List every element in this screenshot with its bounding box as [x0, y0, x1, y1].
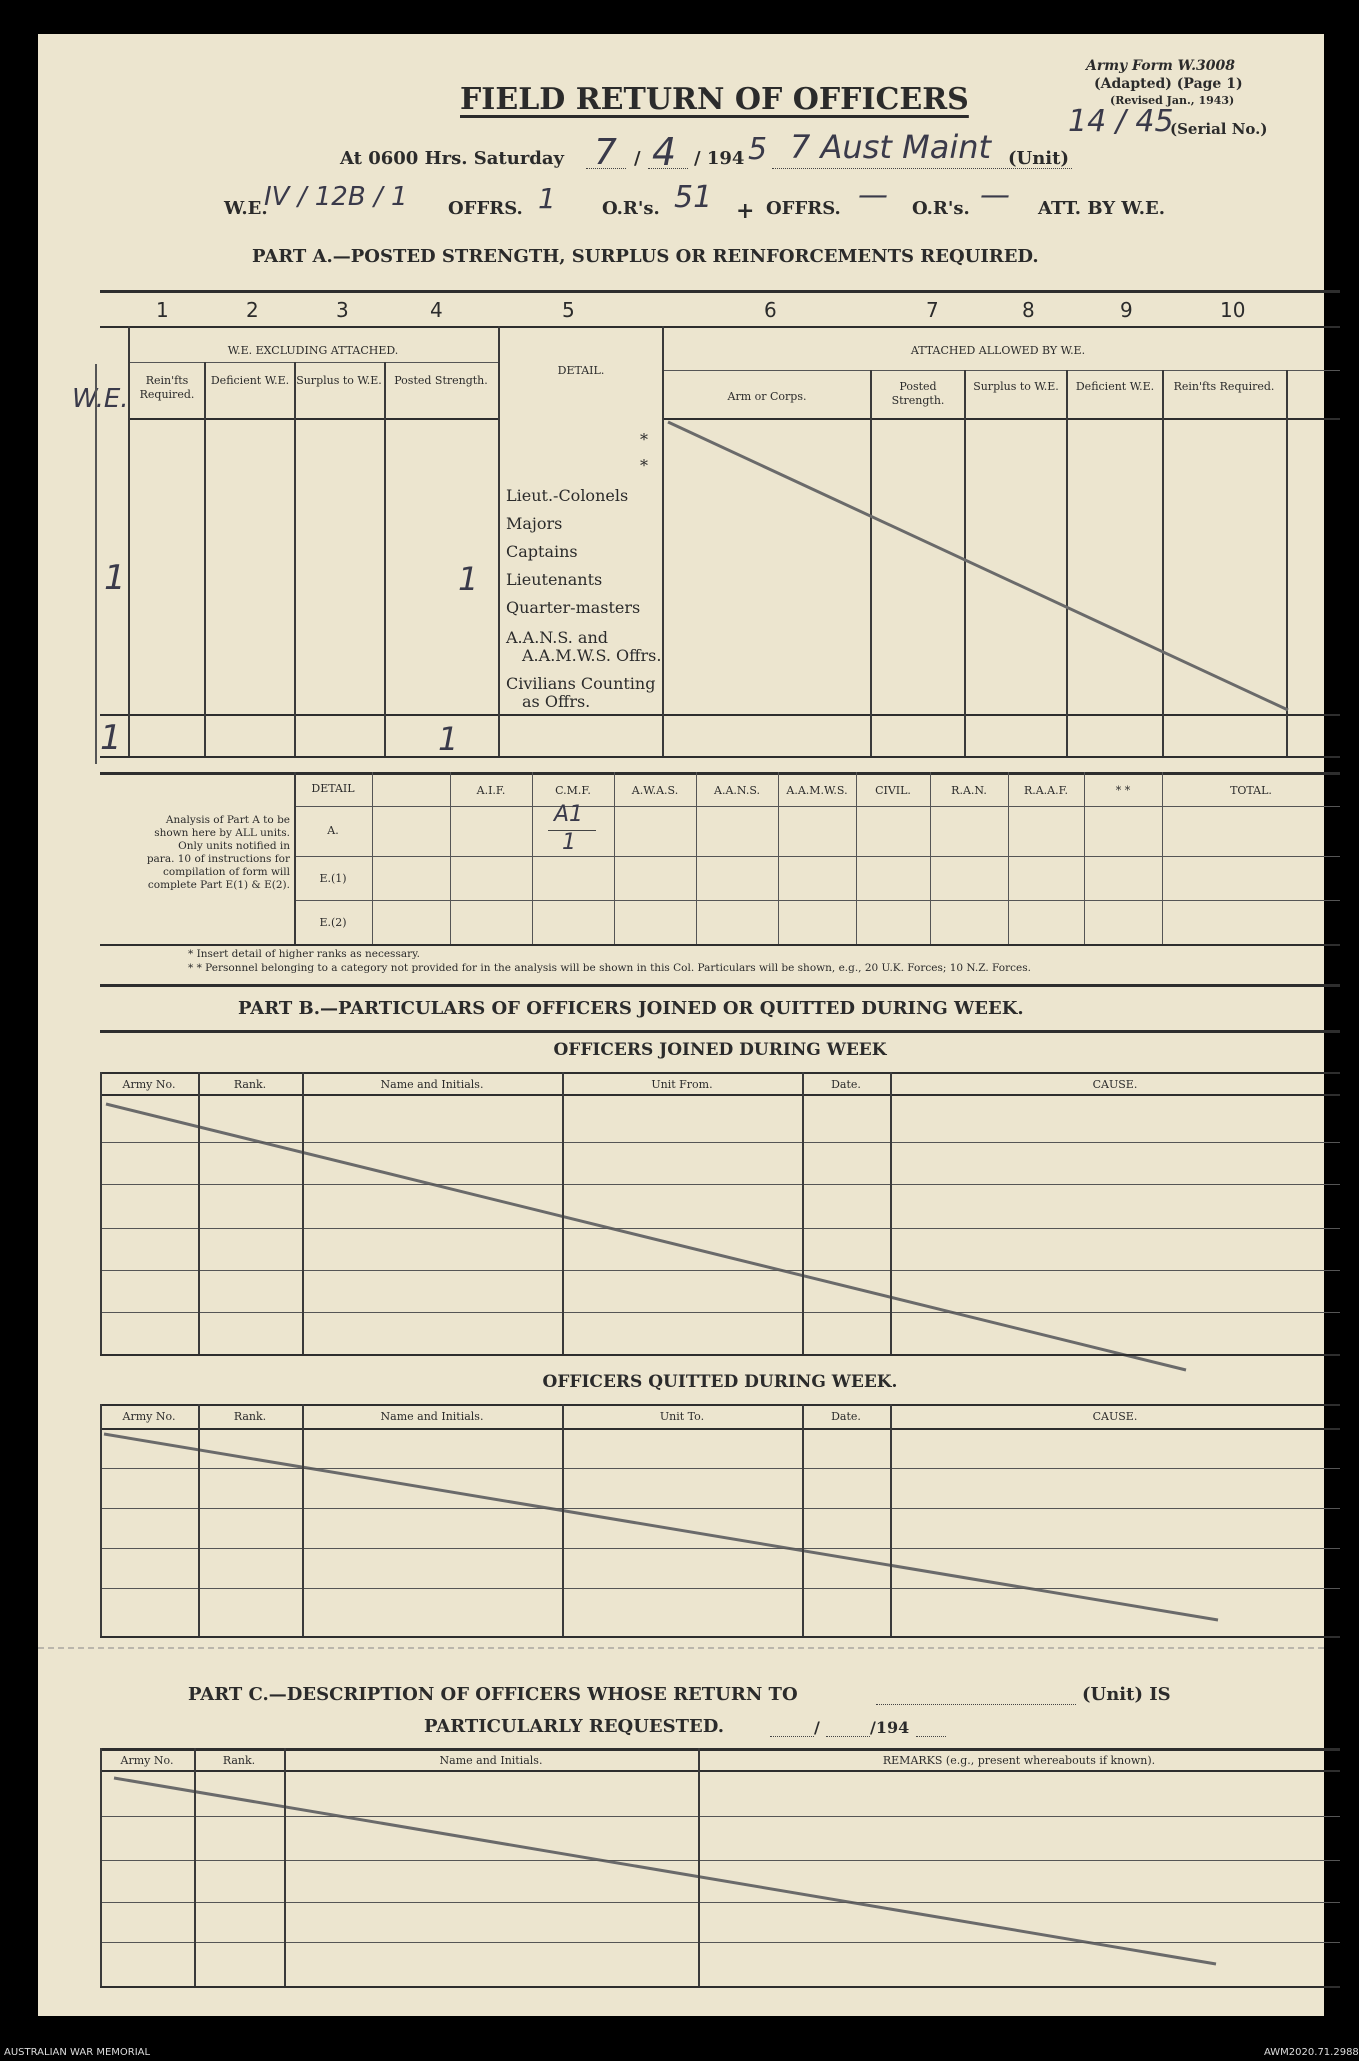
page-title: FIELD RETURN OF OFFICERS: [460, 82, 969, 117]
asterisk-2: *: [640, 456, 648, 475]
analysis-aif: A.I.F.: [476, 784, 506, 797]
year-suffix: 5: [748, 132, 768, 167]
form-page: Army Form W.3008 (Adapted) (Page 1) (Revised Jan., 1943) 14 / 45 (Serial No.) FIELD RETURN OF OFFICERS At 0600 Hrs. Saturday 7 / 4 / 194 5 7 Aust Maint (Unit) W.E. IV / 12B / 1 OFFRS. 1 O.R's. 51 + OFFRS. — O.R's. — ATT. BY W.E. PART A.—POSTED STRENGTH, SURPLUS OR REINFORCEMENTS REQUIRED. 1 2 3 4 5 6 7 8 9 10 W.E. EXCLUDING ATTACHED. ATTACHED ALLOWED BY W.E. DETAIL. Rein'fts Required. Deficient W.E. Surplus to W.E. Posted Strength. Arm or Corps. Posted Strength. Surplus to W.E. Deficient W.E. Rein'fts Required. * * Lieut.-Colonels Majors Captains Lieutenants Quarter-masters A.A.N.S. and A.A.M.W.S. Offrs. Civilians Counting as Offrs. W.E. 1 1 1 1 DETAIL A.I.F. C.M.F. A.W.A.S. A.A.N.S. A.A.M.W.S. CIVIL. R.A.N. R.A.A.F. * * TOTAL. A. E.(1) E.(2) A1 1 Analysis of Part A to be shown here by ALL units. Only units notified in para. 10 of instructions for compilation of form will complete Part E(1) & E(2). * Insert detail of higher ranks as necessary. * * Personnel belonging to a category not provided for in the analysis will be shown in this Col. Particulars will be shown, e.g., 20 U.K. Forces; 10 N.Z. Forces. PART B.—PARTICULARS OF OFFICERS JOINED OR QUITTED DURING WEEK. OFFICERS JOINED DURING WEEK Army No. Rank. Name and Initials. Unit From. Date. CAUSE. OFFICERS QUITTED DURING WEEK. Army No. Rank. Name and Initials. Unit To. Date. CAUSE. PART C.—DESCRIPTION OF OFFICERS WHOSE RETURN TO (Unit) IS PARTICULARLY REQUESTED. / /194 Army No. Rank. Name and Initials. REMARKS (e.g., present whereabouts if known).: [38, 34, 1324, 2016]
header-reinfts: Rein'fts Required.: [139, 374, 195, 401]
quitted-col-unit-to: Unit To.: [659, 1410, 705, 1423]
header-deficient: Deficient W.E.: [210, 374, 290, 387]
col-num-1: 1: [156, 298, 169, 322]
we-label: W.E.: [224, 198, 268, 219]
footer-credit: AUSTRALIAN WAR MEMORIAL: [4, 2047, 151, 2058]
offrs-value: 1: [538, 182, 556, 215]
analysis-row-e1: E.(1): [319, 872, 347, 885]
hw-cmf-bottom: 1: [562, 830, 576, 855]
analysis-civil: CIVIL.: [875, 784, 911, 797]
hw-cmf-top: A1: [554, 802, 584, 827]
col-num-6: 6: [764, 298, 777, 322]
quitted-col-army-no: Army No.: [122, 1410, 176, 1423]
unit-label: (Unit): [1008, 148, 1069, 169]
quitted-col-rank: Rank.: [233, 1410, 267, 1423]
footnote-1: * Insert detail of higher ranks as necessary.: [188, 948, 420, 960]
part-c-title-c: PARTICULARLY REQUESTED.: [424, 1716, 724, 1737]
rank-aamws: A.A.M.W.S. Offrs.: [522, 646, 662, 665]
ors2-label: O.R's.: [912, 198, 970, 219]
quitted-col-name: Name and Initials.: [380, 1410, 484, 1423]
joined-col-date: Date.: [831, 1078, 861, 1091]
col-num-3: 3: [336, 298, 349, 322]
part-b-title: PART B.—PARTICULARS OF OFFICERS JOINED OR QUITTED DURING WEEK.: [238, 998, 1024, 1019]
partc-col-name: Name and Initials.: [439, 1754, 543, 1767]
analysis-total: TOTAL.: [1230, 784, 1272, 797]
col-num-7: 7: [926, 298, 939, 322]
header-att-surplus: Surplus to W.E.: [973, 380, 1059, 393]
asterisk-1: *: [640, 430, 648, 449]
form-revised: (Revised Jan., 1943): [1110, 94, 1235, 107]
hw-we: W.E.: [72, 384, 129, 414]
part-c-date-tail: /194: [870, 1718, 910, 1737]
hw-lieut-reinf: 1: [104, 558, 126, 598]
analysis-note: Analysis of Part A to be shown here by ALL units. Only units notified in para. 10 of instructions for compilation of form will complete Part E(1) & E(2).: [146, 814, 290, 891]
part-c-title-b: (Unit) IS: [1082, 1684, 1171, 1705]
ors2-value: —: [980, 178, 1010, 213]
joined-col-unit-from: Unit From.: [651, 1078, 713, 1091]
joined-title: OFFICERS JOINED DURING WEEK: [553, 1040, 887, 1060]
quitted-title: OFFICERS QUITTED DURING WEEK.: [542, 1372, 898, 1392]
rank-civilians-2: as Offrs.: [522, 692, 591, 711]
joined-col-rank: Rank.: [233, 1078, 267, 1091]
col-num-9: 9: [1120, 298, 1133, 322]
ors-label: O.R's.: [602, 198, 660, 219]
header-surplus: Surplus to W.E.: [296, 374, 382, 387]
unit-value: 7 Aust Maint: [790, 128, 992, 166]
at-text: At 0600 Hrs. Saturday: [340, 148, 565, 169]
rank-lt-colonels: Lieut.-Colonels: [506, 486, 629, 505]
header-arm-corps: Arm or Corps.: [727, 390, 807, 403]
analysis-raaf: R.A.A.F.: [1023, 784, 1069, 797]
day-value: 7: [594, 132, 617, 173]
offrs-label: OFFRS.: [448, 198, 523, 219]
joined-col-cause: CAUSE.: [1092, 1078, 1138, 1091]
rank-civilians: Civilians Counting: [506, 674, 656, 693]
analysis-awas: A.W.A.S.: [631, 784, 679, 797]
month-value: 4: [652, 130, 677, 174]
analysis-aans: A.A.N.S.: [714, 784, 760, 797]
part-a-title: PART A.—POSTED STRENGTH, SURPLUS OR REINFORCEMENTS REQUIRED.: [252, 246, 1039, 267]
analysis-other: * *: [1115, 784, 1131, 797]
joined-col-army-no: Army No.: [122, 1078, 176, 1091]
year-prefix: / 194: [694, 148, 745, 169]
partc-col-rank: Rank.: [222, 1754, 256, 1767]
partc-col-army-no: Army No.: [120, 1754, 174, 1767]
we-value: IV / 12B / 1: [264, 182, 408, 212]
plus-sign: +: [736, 198, 755, 224]
serial-label: (Serial No.): [1170, 120, 1268, 138]
hw-lieut-posted: 1: [458, 560, 479, 598]
analysis-ran: R.A.N.: [951, 784, 987, 797]
att-label: ATT. BY W.E.: [1038, 198, 1166, 219]
rank-lieutenants: Lieutenants: [506, 570, 603, 589]
form-adapted: (Adapted) (Page 1): [1094, 76, 1243, 92]
rank-majors: Majors: [506, 514, 563, 533]
header-posted: Posted Strength.: [394, 374, 488, 387]
col-num-2: 2: [246, 298, 259, 322]
quitted-col-cause: CAUSE.: [1092, 1410, 1138, 1423]
joined-col-name: Name and Initials.: [380, 1078, 484, 1091]
header-att-posted: Posted Strength.: [891, 380, 945, 407]
col-num-5: 5: [562, 298, 575, 322]
analysis-row-e2: E.(2): [319, 916, 347, 929]
detail-header: DETAIL.: [557, 364, 605, 377]
analysis-cmf: C.M.F.: [555, 784, 591, 797]
header-att-deficient: Deficient W.E.: [1075, 380, 1155, 393]
hw-total-posted: 1: [438, 720, 459, 758]
partc-col-remarks: REMARKS (e.g., present whereabouts if known).: [882, 1754, 1156, 1767]
offrs2-value: —: [858, 178, 888, 213]
form-number: Army Form W.3008: [1086, 58, 1236, 74]
part-c-title-a: PART C.—DESCRIPTION OF OFFICERS WHOSE RETURN TO: [188, 1684, 798, 1705]
footnote-2: * * Personnel belonging to a category not provided for in the analysis will be shown in this Col. Particulars will be shown, e.g., 20 U.K. Forces; 10 N.Z. Forces.: [188, 962, 1031, 974]
offrs2-label: OFFRS.: [766, 198, 841, 219]
rank-aans: A.A.N.S. and: [506, 628, 608, 647]
analysis-aamws: A.A.M.W.S.: [786, 784, 848, 797]
attached-header: ATTACHED ALLOWED BY W.E.: [910, 344, 1086, 357]
we-excl-header: W.E. EXCLUDING ATTACHED.: [227, 344, 399, 357]
quitted-col-date: Date.: [831, 1410, 861, 1423]
rank-quartermasters: Quarter-masters: [506, 598, 641, 617]
analysis-detail-header: DETAIL: [311, 782, 355, 795]
col-num-4: 4: [430, 298, 443, 322]
footer-accession: AWM2020.71.2988: [1264, 2047, 1359, 2058]
header-att-reinfts: Rein'fts Required.: [1173, 380, 1275, 393]
hw-total-reinf: 1: [100, 718, 122, 758]
col-num-8: 8: [1022, 298, 1035, 322]
ors-value: 51: [674, 180, 713, 215]
analysis-row-a: A.: [327, 824, 339, 837]
col-num-10: 10: [1220, 298, 1246, 322]
serial-value: 14 / 45: [1068, 104, 1174, 139]
rank-captains: Captains: [506, 542, 578, 561]
